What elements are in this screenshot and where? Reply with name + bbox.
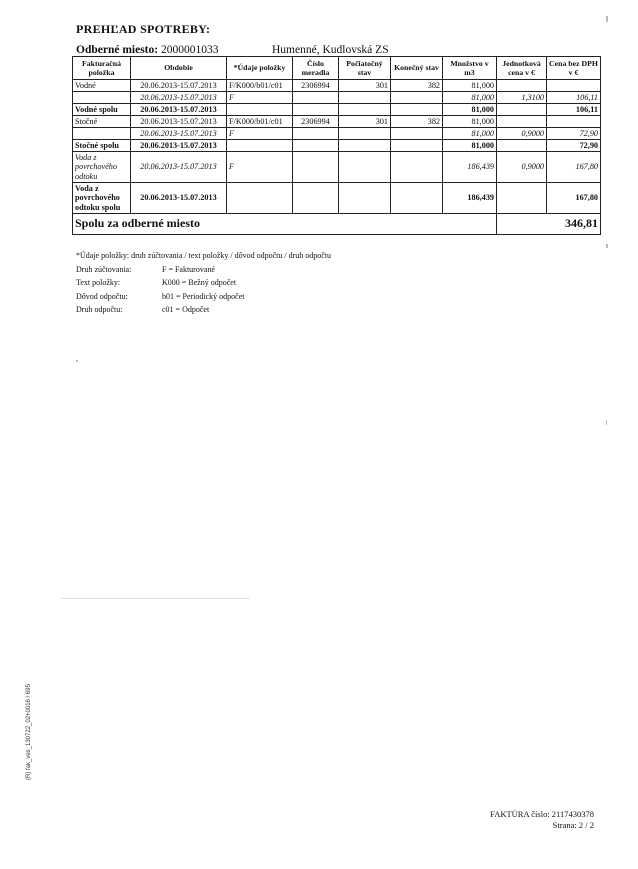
legend-key: Druh odpočtu:: [76, 305, 123, 315]
table-cell: 72,90: [547, 128, 601, 140]
legend-key: Dôvod odpočtu:: [76, 291, 128, 301]
table-row: [73, 104, 601, 116]
col-header: *Údaje položky: [227, 57, 293, 80]
consumption-table: [72, 56, 601, 235]
legend-intro: [76, 249, 331, 263]
table-cell: 20.06.2013-15.07.2013: [131, 128, 227, 140]
table-cell: [547, 80, 601, 92]
table-cell: [391, 140, 443, 152]
table-cell: [391, 183, 443, 214]
delivery-point-address: Humenné, Kudlovská ZS: [272, 44, 389, 56]
table-cell: 20.06.2013-15.07.2013: [131, 116, 227, 128]
table-cell: [293, 128, 339, 140]
table-cell: 81,000: [443, 140, 497, 152]
table-cell: 20.06.2013-15.07.2013: [131, 152, 227, 183]
legend-value: F = Fakturované: [162, 264, 215, 274]
table-cell: Stočné spolu: [73, 140, 131, 152]
table-row: [73, 140, 601, 152]
table-cell: 81,000: [443, 104, 497, 116]
legend-intro-text: *Údaje položky: druh zúčtovania / text položky / dôvod odpočtu / druh odpočtu: [76, 251, 332, 260]
legend-key: Druh zúčtovania:: [76, 264, 132, 274]
table-cell: Stočné: [73, 116, 131, 128]
footer: [490, 809, 594, 831]
table-cell: [497, 116, 547, 128]
table-cell: 186,439: [443, 183, 497, 214]
col-header: Cena bez DPH v €: [547, 57, 601, 80]
table-cell: 72,90: [547, 140, 601, 152]
page-title: PREHĽAD SPOTREBY:: [76, 22, 211, 36]
table-cell: F: [227, 128, 293, 140]
table-cell: 81,000: [443, 80, 497, 92]
delivery-point-label: Odberné miesto:: [76, 44, 159, 56]
legend-item: [76, 290, 331, 304]
legend-item: [76, 263, 331, 277]
table-cell: [339, 140, 391, 152]
table-cell: Voda z povrchového odtoku: [73, 152, 131, 183]
table-cell: 81,000: [443, 92, 497, 104]
table-cell: 301: [339, 80, 391, 92]
table-cell: 20.06.2013-15.07.2013: [131, 92, 227, 104]
table-cell: 106,11: [547, 92, 601, 104]
total-label: Spolu za odberné miesto: [73, 214, 497, 235]
table-cell: [293, 92, 339, 104]
col-header: Jednotková cena v €: [497, 57, 547, 80]
scan-speck: [606, 16, 608, 22]
table-cell: [339, 104, 391, 116]
scan-speck: [606, 244, 608, 248]
table-cell: [339, 128, 391, 140]
table-cell: 167,80: [547, 152, 601, 183]
table-cell: [339, 92, 391, 104]
table-cell: [293, 183, 339, 214]
table-cell: 81,000: [443, 116, 497, 128]
legend-value: c01 = Odpočet: [162, 305, 210, 315]
col-header: Číslo meradla: [293, 57, 339, 80]
scan-speck: [76, 360, 78, 362]
table-cell: [497, 104, 547, 116]
table-cell: [391, 128, 443, 140]
table-cell: [339, 152, 391, 183]
table-row: [73, 152, 601, 183]
col-header: Obdobie: [131, 57, 227, 80]
table-cell: 106,11: [547, 104, 601, 116]
table-cell: [497, 80, 547, 92]
delivery-point-row: [76, 44, 600, 56]
table-cell: 167,80: [547, 183, 601, 214]
scan-speck: [60, 598, 250, 599]
table-cell: F: [227, 152, 293, 183]
legend-item: [76, 303, 331, 317]
table-cell: 20.06.2013-15.07.2013: [131, 183, 227, 214]
table-cell: [73, 128, 131, 140]
table-cell: 81,000: [443, 128, 497, 140]
table-cell: F/K000/b01/c01: [227, 80, 293, 92]
table-cell: [391, 152, 443, 183]
table-row: [73, 128, 601, 140]
total-value: 346,81: [497, 214, 601, 235]
table-cell: 382: [391, 80, 443, 92]
legend-value: b01 = Periodický odpočet: [162, 291, 245, 301]
legend-key: Text položky:: [76, 278, 121, 288]
legend: [76, 249, 331, 317]
table-cell: [547, 116, 601, 128]
col-header: Počiatočný stav: [339, 57, 391, 80]
col-header: Množstvo v m3: [443, 57, 497, 80]
table-cell: [227, 104, 293, 116]
side-print-code: (R) fak_ves_130722_02+0016 / 695: [26, 684, 32, 780]
table-cell: [227, 183, 293, 214]
table-row: [73, 92, 601, 104]
table-cell: [391, 92, 443, 104]
table-cell: [497, 140, 547, 152]
table-cell: Vodné spolu: [73, 104, 131, 116]
table-cell: 0,9000: [497, 128, 547, 140]
table-cell: 20.06.2013-15.07.2013: [131, 140, 227, 152]
table-cell: 20.06.2013-15.07.2013: [131, 104, 227, 116]
page-number: Strana: 2 / 2: [552, 820, 594, 830]
delivery-point-id: 2000001033: [160, 44, 219, 56]
table-cell: [497, 183, 547, 214]
table-cell: Vodné: [73, 80, 131, 92]
total-row: [73, 214, 601, 235]
table-cell: F: [227, 92, 293, 104]
table-cell: 20.06.2013-15.07.2013: [131, 80, 227, 92]
table-cell: [73, 92, 131, 104]
table-cell: 0,9000: [497, 152, 547, 183]
table-row: [73, 80, 601, 92]
legend-value: K000 = Bežný odpočet: [162, 278, 237, 288]
table-row: [73, 183, 601, 214]
table-cell: 2306994: [293, 80, 339, 92]
col-header: Konečný stav: [391, 57, 443, 80]
table-cell: 301: [339, 116, 391, 128]
table-cell: [293, 152, 339, 183]
table-cell: 1,3100: [497, 92, 547, 104]
legend-item: [76, 276, 331, 290]
table-cell: [339, 183, 391, 214]
scan-speck: [606, 420, 607, 425]
col-header: Fakturačná položka: [73, 57, 131, 80]
table-cell: F/K000/b01/c01: [227, 116, 293, 128]
table-cell: 382: [391, 116, 443, 128]
table-row: [73, 116, 601, 128]
table-cell: [227, 140, 293, 152]
table-header-row: [73, 57, 601, 80]
table-cell: [391, 104, 443, 116]
table-cell: [293, 140, 339, 152]
table-cell: Voda z povrchového odtoku spolu: [73, 183, 131, 214]
invoice-number: FAKTÚRA číslo: 2117430378: [490, 809, 594, 819]
table-cell: [293, 104, 339, 116]
table-cell: 2306994: [293, 116, 339, 128]
table-cell: 186,439: [443, 152, 497, 183]
